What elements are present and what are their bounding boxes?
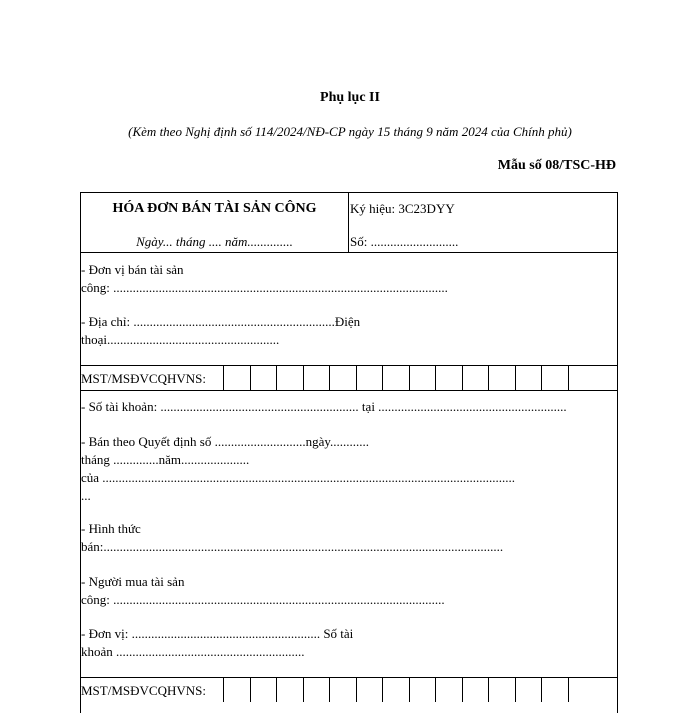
digit-box [276,366,303,390]
buyer-value: công: ...................................................................................................... [81,592,445,607]
seller-value: công: ....................................................................................................... [81,280,448,295]
digit-box [303,366,330,390]
tax-code-label-2: MST/MSĐVCQHVNS: [81,683,206,698]
digit-box [568,678,595,702]
decision-line-1: - Bán theo Quyết định số ............................ngày............ [81,434,370,449]
invoice-form [80,192,618,713]
invoice-symbol: Ký hiệu: 3C23DYY [350,201,455,216]
digit-box [488,366,515,390]
digit-box [435,366,462,390]
digit-box [409,366,436,390]
invoice-date: Ngày... tháng .... năm.............. [136,234,293,249]
phone-line: thoại..................................................... [81,332,280,347]
digit-box [409,678,436,702]
unit-account-line: khoản .......................................................... [81,644,305,659]
digit-box [303,678,330,702]
digit-box [356,366,383,390]
digit-box [329,366,356,390]
digit-box [382,366,409,390]
digit-box [541,366,568,390]
digit-box [515,678,542,702]
invoice-heading: HÓA ĐƠN BÁN TÀI SẢN CÔNG [112,201,317,216]
digit-box [515,366,542,390]
digit-box [223,366,250,390]
decree-reference: (Kèm theo Nghị định số 114/2024/NĐ-CP ngày 15 tháng 9 năm 2024 của Chính phủ) [128,124,572,139]
seller-label: - Đơn vị bán tài sản [81,262,184,277]
account-line: - Số tài khoản: ............................................................. tại .......................................................... [81,399,567,414]
decision-line-3: của ............................................................................................................................... [81,470,516,485]
digit-box [541,678,568,702]
digit-box [356,678,383,702]
tax-code-boxes-2 [223,678,594,702]
method-label: - Hình thức [81,521,141,536]
tax-code-label: MST/MSĐVCQHVNS: [81,371,206,386]
digit-box [435,678,462,702]
appendix-title: Phụ lục II [320,90,380,105]
invoice-number: Số: ........................... [350,234,459,249]
digit-box [382,678,409,702]
digit-box [223,678,250,702]
digit-box [488,678,515,702]
decision-line-2: tháng ..............năm..................... [81,452,250,467]
digit-box [250,366,277,390]
digit-box [462,366,489,390]
digit-box [568,366,595,390]
method-value: bán:........................................................................................................................... [81,539,504,554]
decision-line-4: ... [81,488,91,503]
digit-box [462,678,489,702]
address-line: - Địa chỉ: ..............................................................Điện [81,314,361,329]
digit-box [329,678,356,702]
digit-box [276,678,303,702]
tax-code-boxes [223,366,594,390]
header-separator [81,252,617,253]
digit-box [250,678,277,702]
buyer-label: - Người mua tài sản [81,574,185,589]
form-number: Mẫu số 08/TSC-HĐ [497,158,616,173]
unit-line: - Đơn vị: .......................................................... Số tài [81,626,354,641]
tax-row-bottom [81,390,617,391]
header-divider [348,193,349,253]
